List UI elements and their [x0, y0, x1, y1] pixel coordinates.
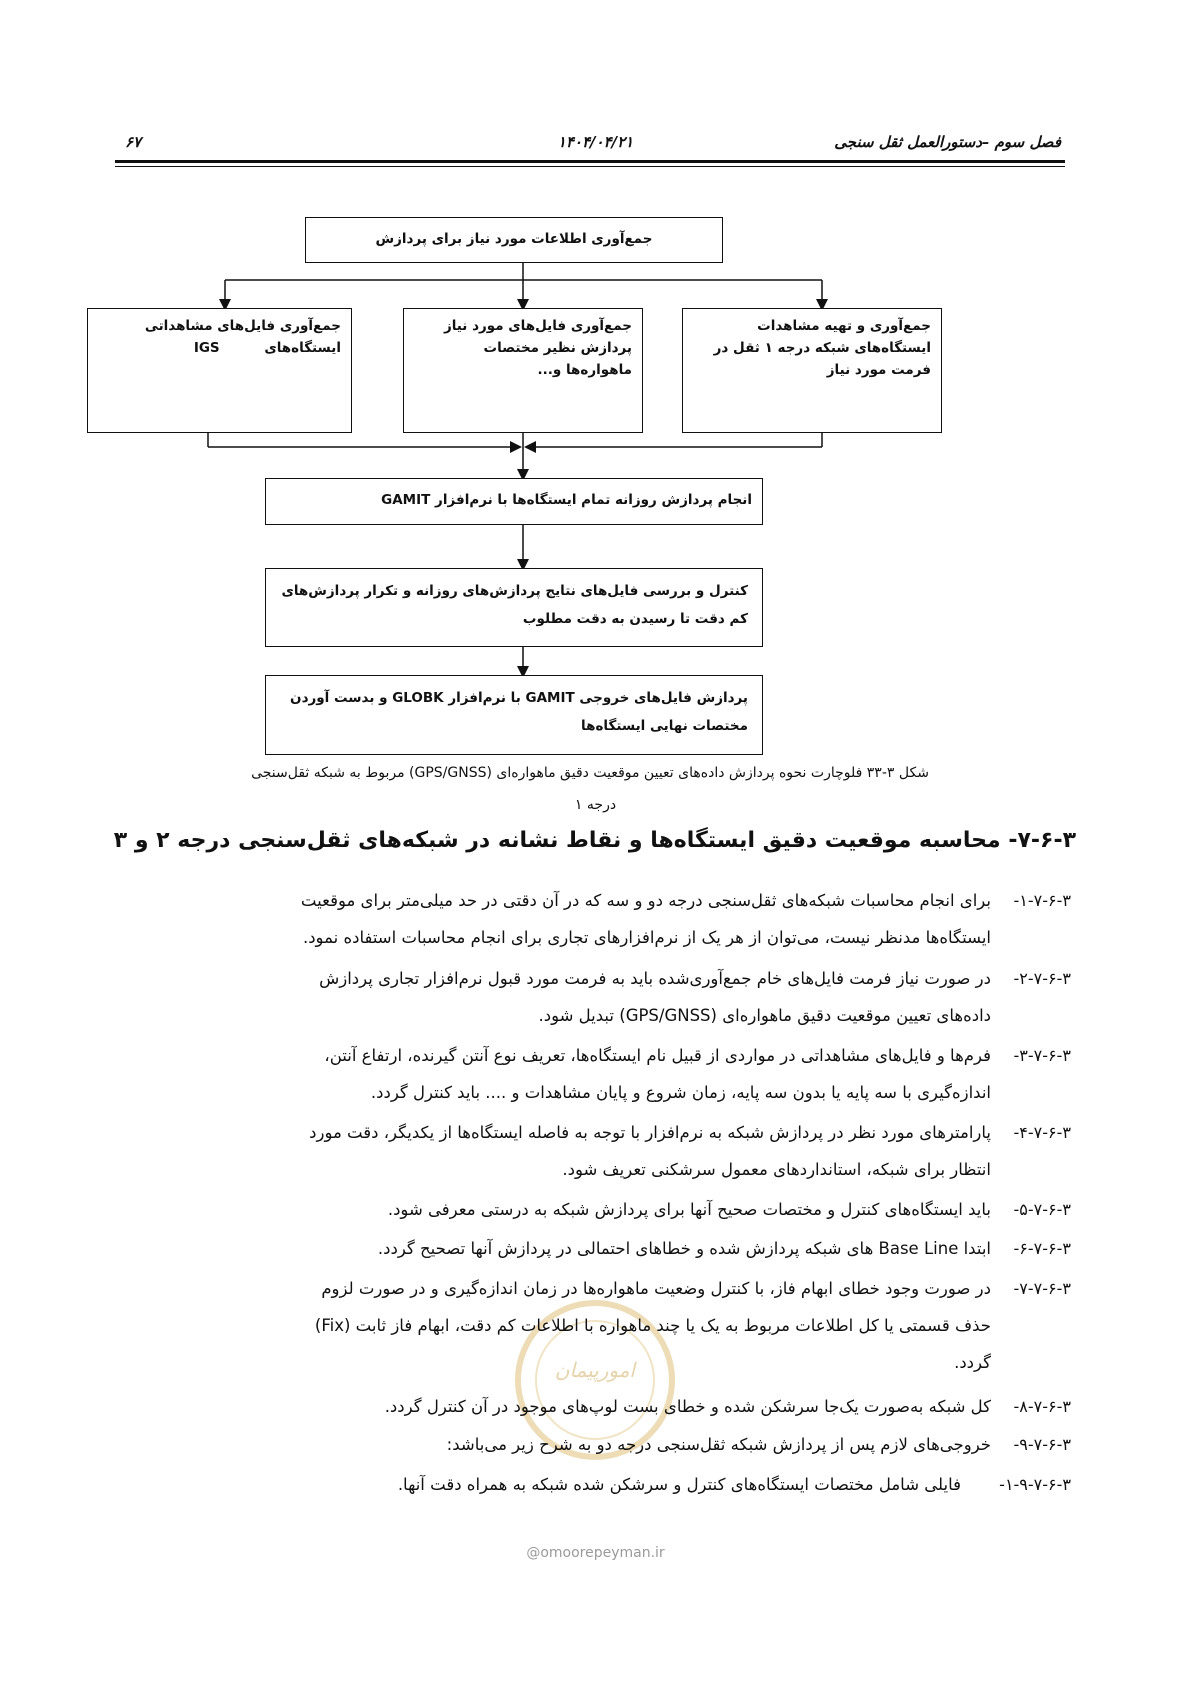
- list-item: [131, 1388, 1071, 1425]
- flow-box-collect-info: جمع‌آوری اطلاعات مورد نیاز برای پردازش: [305, 217, 723, 263]
- item-text-line1: فایلی شامل مختصات ایستگاه‌های کنترل و سرشکن شده شبکه به همراه دقت آنها.: [397, 1475, 961, 1494]
- item-number: ۶-۷-۶-۳-: [1013, 1239, 1071, 1258]
- item-text-line1: باید ایستگاه‌های کنترل و مختصات صحیح آنها برای پردازش شبکه به درستی معرفی شود.: [387, 1200, 991, 1219]
- item-text-line2: داده‌های تعیین موقعیت دقیق ماهواره‌ای (GPS/GNSS) تبدیل شود.: [538, 1006, 991, 1025]
- item-number: ۷-۷-۶-۳-: [1013, 1279, 1071, 1298]
- igs-box-line1: جمع‌آوری فایل‌های مشاهداتی: [144, 318, 341, 334]
- item-text-line1: در صورت نیاز فرمت فایل‌های خام جمع‌آوری‌شده باید به فرمت مورد قبول نرم‌افزار تجاری پردازش: [319, 969, 991, 988]
- item-text-line1: ابتدا Base Line های شبکه پردازش شده و خطاهای احتمالی در پردازش آنها تصحیح گردد.: [377, 1239, 991, 1258]
- watermark-site: @omoorepeyman.ir: [526, 1545, 665, 1561]
- item-number: ۸-۷-۶-۳-: [1013, 1397, 1071, 1416]
- item-number: ۵-۷-۶-۳-: [1013, 1200, 1071, 1219]
- item-number: ۴-۷-۶-۳-: [1013, 1123, 1071, 1142]
- list-item: [131, 1114, 1071, 1188]
- item-text-line2: حذف قسمتی یا کل اطلاعات مربوط به یک یا چند ماهواره با اطلاعات کم دقت، ابهام فاز ثابت (Fix): [314, 1316, 991, 1335]
- item-text-line3: گردد.: [954, 1353, 991, 1372]
- flow-box-globk-processing: پردازش فایل‌های خروجی GAMIT با نرم‌افزار GLOBK و بدست آوردن مختصات نهایی ایستگاه‌ها: [265, 675, 763, 755]
- list-item: [131, 960, 1071, 1034]
- watermark-logo-text: امورپیمان: [554, 1358, 635, 1382]
- igs-box-igs: IGS: [193, 340, 220, 356]
- item-text-line2: انتظار برای شبکه، استانداردهای معمول سرشکنی تعریف شود.: [562, 1160, 991, 1179]
- chapter-title: فصل سوم –دستورالعمل ثقل سنجی: [834, 133, 1061, 151]
- list-item: [131, 1466, 1071, 1503]
- item-text-line1: پارامترهای مورد نظر در پردازش شبکه به نرم‌افزار با توجه به فاصله ایستگاه‌ها از یکدیگر، دقت مورد: [309, 1123, 991, 1142]
- igs-box-line2: [98, 337, 341, 359]
- list-item: [131, 1270, 1071, 1381]
- header-date: ۱۴۰۴/۰۴/۲۱: [557, 133, 634, 151]
- list-item: [131, 1426, 1071, 1463]
- igs-box-stations: ایستگاه‌های: [264, 340, 341, 356]
- item-number: ۱-۹-۷-۶-۳-: [999, 1475, 1071, 1494]
- section-heading: ۷-۶-۳- محاسبه موقعیت دقیق ایستگاه‌ها و نقاط نشانه در شبکه‌های ثقل‌سنجی درجه ۲ و ۳: [113, 828, 1076, 853]
- flow-box-igs-files: [87, 308, 352, 433]
- item-number: ۱-۷-۶-۳-: [1013, 891, 1071, 910]
- item-number: ۲-۷-۶-۳-: [1013, 969, 1071, 988]
- flow-box-grade1-observations: جمع‌آوری و تهیه مشاهدات ایستگاه‌های شبکه درجه ۱ ثقل در فرمت مورد نیاز: [682, 308, 942, 433]
- list-item: [131, 882, 1071, 956]
- item-text-line2: اندازه‌گیری با سه پایه یا بدون سه پایه، زمان شروع و پایان مشاهدات و .... باید کنترل گردد.: [370, 1083, 991, 1102]
- flow-box-control-results: کنترل و بررسی فایل‌های نتایج پردازش‌های روزانه و تکرار پردازش‌های کم دقت تا رسیدن به دقت مطلوب: [265, 568, 763, 647]
- figure-caption-line1: شکل ۳-۳۳ فلوچارت نحوه پردازش داده‌های تعیین موقعیت دقیق ماهواره‌ای (GPS/GNSS) مربوط به شبکه ثقل‌سنجی: [251, 765, 929, 781]
- item-text-line1: در صورت وجود خطای ابهام فاز، با کنترل وضعیت ماهواره‌ها در زمان اندازه‌گیری و در صورت لزوم: [321, 1279, 991, 1298]
- item-text-line1: فرم‌ها و فایل‌های مشاهداتی در مواردی از قبیل نام ایستگاه‌ها، تعریف نوع آنتن گیرنده، ارتفاع آنتن،: [324, 1046, 991, 1065]
- list-item: [131, 1037, 1071, 1111]
- item-text-line1: کل شبکه به‌صورت یک‌جا سرشکن شده و خطای بست لوپ‌های موجود در آن کنترل گردد.: [384, 1397, 991, 1416]
- flow-box-daily-processing: انجام پردازش روزانه تمام ایستگاه‌ها با نرم‌افزار GAMIT: [265, 478, 763, 525]
- item-number: ۳-۷-۶-۳-: [1013, 1046, 1071, 1065]
- figure-caption-line2: درجه ۱: [574, 797, 617, 813]
- item-text-line1: خروجی‌های لازم پس از پردازش شبکه ثقل‌سنجی درجه دو به شرح زیر می‌باشد:: [446, 1435, 991, 1454]
- item-text-line2: ایستگاه‌ها مدنظر نیست، می‌توان از هر یک از نرم‌افزارهای تجاری برای انجام محاسبات استفاده نمود.: [302, 928, 991, 947]
- list-item: [131, 1191, 1071, 1228]
- list-item: [131, 1230, 1071, 1267]
- item-text-line1: برای انجام محاسبات شبکه‌های ثقل‌سنجی درجه دو و سه که در آن دقتی در حد میلی‌متر برای موقعیت: [300, 891, 991, 910]
- item-number: ۹-۷-۶-۳-: [1013, 1435, 1071, 1454]
- page-number: ۶۷: [125, 133, 142, 151]
- flow-box-satellite-files: جمع‌آوری فایل‌های مورد نیاز پردازش نظیر مختصات ماهواره‌ها و...: [403, 308, 643, 433]
